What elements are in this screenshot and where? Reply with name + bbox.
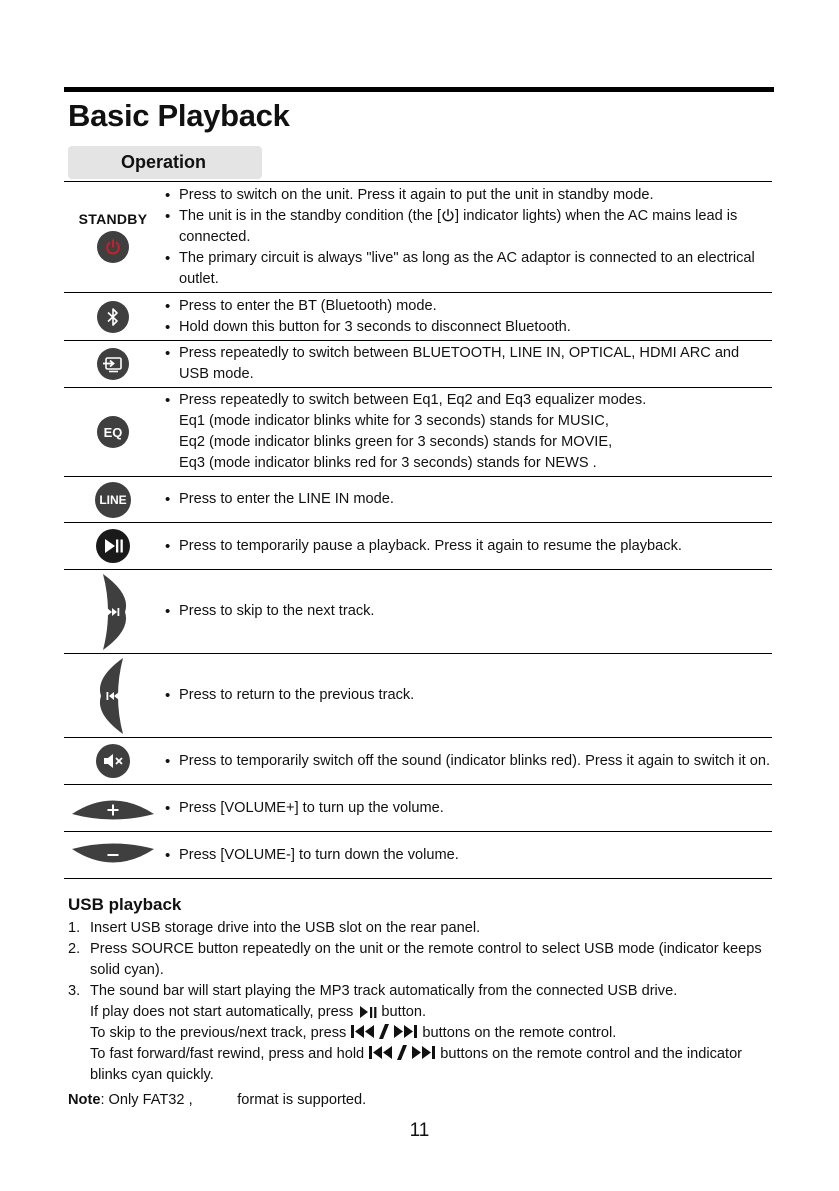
- list-item: • The unit is in the standby condition (the [ ] indicator lights) when the AC mains lead is connected.: [164, 206, 772, 248]
- list-item: • Press repeatedly to switch between Eq1, Eq2 and Eq3 equalizer modes. Eq1 (mode indicator blinks white for 3 seconds) stands for MUSIC, Eq2 (mode indicator blinks green for 3 seconds) stands for MOVIE, Eq3 (mode indicator blinks red for 3 seconds) stands for NEWS .: [164, 390, 772, 474]
- next-track-icon: [95, 572, 131, 652]
- table-row-standby: [64, 182, 772, 292]
- usb-steps: [68, 918, 768, 1086]
- bluetooth-icon: [97, 301, 129, 333]
- list-item: • Press to return to the previous track.: [164, 685, 772, 706]
- table-row-volume-up: [64, 785, 772, 831]
- play-pause-icon: [96, 529, 130, 563]
- list-item: 2. Press SOURCE button repeatedly on the unit or the remote control to select USB mode (indicator keeps solid cyan).: [68, 941, 762, 978]
- note-text: Note: Only FAT32 , format is supported.: [68, 1092, 367, 1108]
- source-input-icon: [97, 348, 129, 380]
- volume-down-icon: [70, 840, 156, 870]
- previous-track-icon: [95, 656, 131, 736]
- list-item: • Hold down this button for 3 seconds to disconnect Bluetooth.: [164, 317, 772, 338]
- table-row-volume-down: [64, 832, 772, 878]
- power-icon: [97, 231, 129, 263]
- table-row-bluetooth: [64, 293, 772, 340]
- table-row-line-in: [64, 477, 772, 522]
- table-row-next-track: [64, 570, 772, 653]
- skip-previous-next-icon: [368, 1044, 440, 1061]
- list-item: • Press to skip to the next track.: [164, 601, 772, 622]
- table-row-play-pause: [64, 523, 772, 569]
- usb-playback-heading: USB playback: [68, 895, 182, 914]
- standby-label: STANDBY: [78, 211, 148, 227]
- page-number: 11: [409, 1120, 430, 1141]
- list-item: • Press to switch on the unit. Press it again to put the unit in standby mode.: [164, 185, 772, 206]
- mute-icon: [96, 744, 130, 778]
- table-row-eq: [64, 388, 772, 476]
- list-item: • Press [VOLUME+] to turn up the volume.: [164, 798, 772, 819]
- eq-icon: EQ: [97, 416, 129, 448]
- list-item: • Press repeatedly to switch between BLUETOOTH, LINE IN, OPTICAL, HDMI ARC and USB mode.: [164, 343, 772, 385]
- table-row-previous-track: [64, 654, 772, 737]
- list-item: • Press to temporarily pause a playback. Press it again to resume the playback.: [164, 536, 772, 557]
- list-item: • Press [VOLUME-] to turn down the volume.: [164, 845, 772, 866]
- page-title: Basic Playback: [68, 98, 290, 133]
- list-item: • The primary circuit is always "live" as long as the AC adaptor is connected to an electrical outlet.: [164, 248, 772, 290]
- list-item: • Press to temporarily switch off the sound (indicator blinks red). Press it again to switch it on.: [164, 751, 772, 772]
- table-row-mute: [64, 738, 772, 784]
- table-rule: [64, 878, 772, 879]
- table-row-source: [64, 341, 772, 387]
- play-pause-icon: [357, 1005, 381, 1019]
- operation-section-tab: Operation: [68, 146, 262, 179]
- volume-up-icon: [70, 793, 156, 823]
- list-item: 1. Insert USB storage drive into the USB slot on the rear panel.: [68, 920, 481, 936]
- list-item: 3. The sound bar will start playing the MP3 track automatically from the connected USB drive. If play does not start automatically, press button. To skip to the previous/next track, press buttons on the remote control. To fast forward/fast rewind, press and hold buttons on the remote control and the indicator blinks cyan quickly.: [68, 983, 743, 1083]
- list-item: • Press to enter the BT (Bluetooth) mode.: [164, 296, 772, 317]
- line-in-icon: LINE: [95, 482, 131, 518]
- skip-previous-next-icon: [350, 1023, 422, 1040]
- power-symbol-icon: [441, 208, 455, 223]
- list-item: • Press to enter the LINE IN mode.: [164, 489, 772, 510]
- top-rule: [64, 87, 774, 92]
